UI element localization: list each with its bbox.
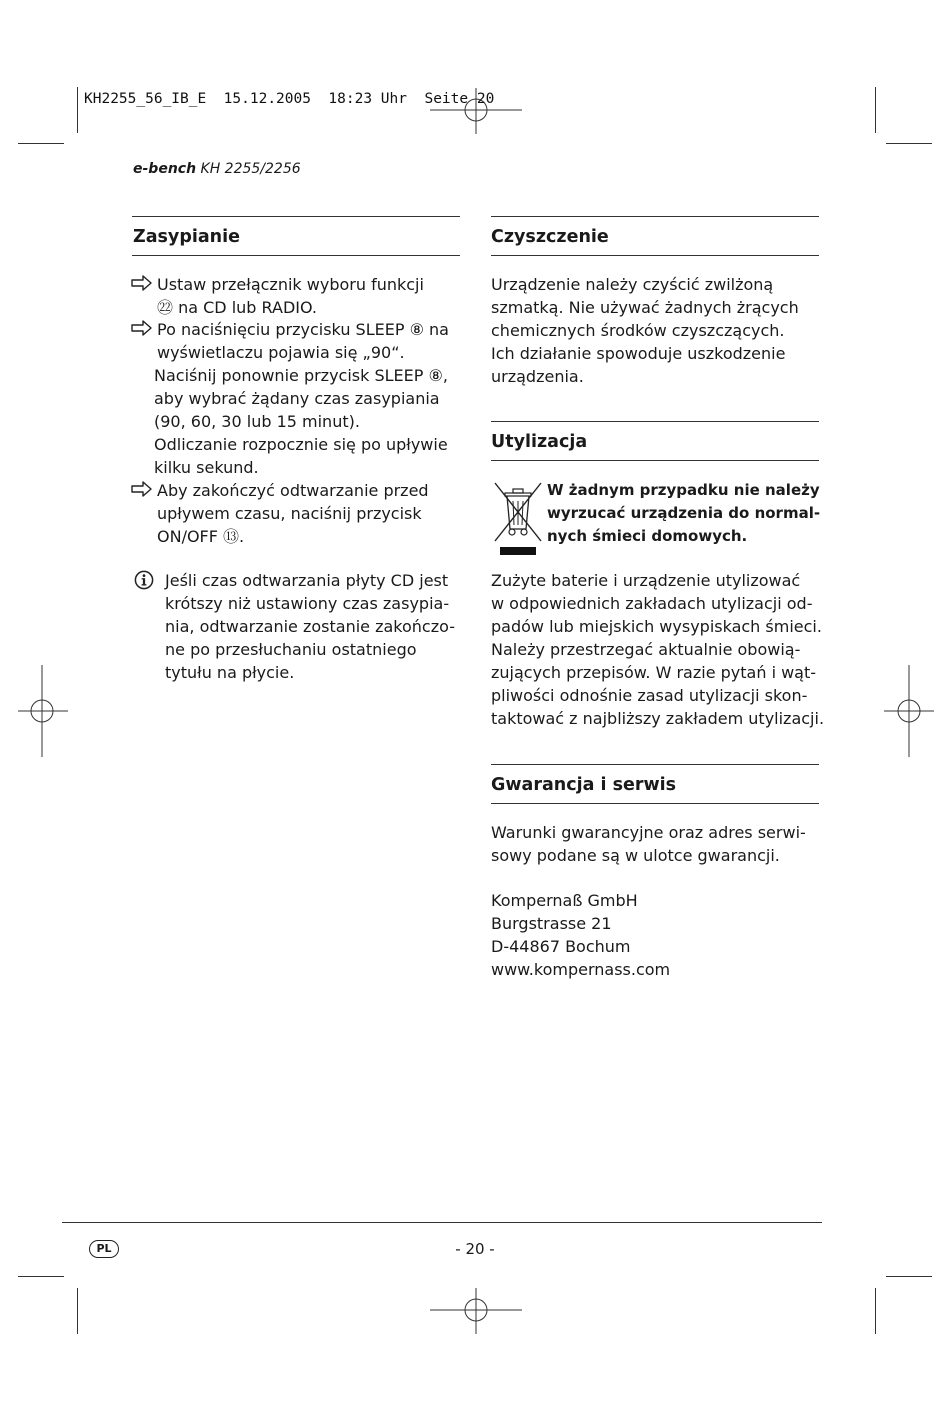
- crop-mark: [77, 87, 78, 133]
- section-rule: [491, 764, 819, 765]
- website-link[interactable]: www.kompernass.com: [491, 960, 671, 979]
- sleep-step-2-continued: Naciśnij ponownie przycisk SLEEP ⑧, aby wybrać żądany czas zasypiania (90, 60, 30 lub 15 minut). Odliczanie rozpocznie się po upływie kilku sekund.: [154, 366, 448, 477]
- registration-mark-bottom: [430, 1288, 522, 1334]
- cleaning-text: Urządzenie należy czyścić zwilżoną szmatką. Nie używać żadnych żrących chemicznych środków czyszczących. Ich działanie spowoduje uszkodzenie urządzenia.: [491, 275, 799, 386]
- page-number: - 20 -: [455, 1240, 495, 1258]
- info-icon: [134, 570, 154, 590]
- crossed-out-wheelie-bin-icon: [493, 481, 543, 557]
- heading-sleep: Zasypianie: [133, 227, 240, 247]
- crop-mark: [875, 87, 876, 133]
- section-rule: [132, 216, 460, 217]
- section-rule: [491, 216, 819, 217]
- disposal-text: Zużyte baterie i urządzenie utylizować w odpowiednich zakładach utylizacji od- padów lub miejskich wysypiskach śmieci. Należy przestrzegać aktualnie obowią- zujących przepisów. W razie pytań i wąt- pliwości odnośnie zasad utylizacji skon- taktować z najbliższy zakładem utylizacji.: [491, 571, 825, 728]
- section-rule: [132, 255, 460, 256]
- language-badge: PL: [89, 1240, 119, 1258]
- sleep-note: Jeśli czas odtwarzania płyty CD jest krótszy niż ustawiony czas zasypia- nia, odtwarzanie zostanie zakończo- ne po przesłuchaniu ostatniego tytułu na płycie.: [165, 571, 455, 682]
- crop-mark: [886, 1276, 932, 1277]
- section-rule: [491, 803, 819, 804]
- section-rule: [491, 421, 819, 422]
- sleep-step-3: Aby zakończyć odtwarzanie przed upływem czasu, naciśnij przycisk ON/OFF ⑬.: [157, 481, 429, 546]
- footer-rule: [62, 1222, 822, 1223]
- disposal-warning: W żadnym przypadku nie należy wyrzucać urządzenia do normal- nych śmieci domowych.: [547, 481, 821, 545]
- warranty-text: Warunki gwarancyjne oraz adres serwi- sowy podane są w ulotce gwarancji.: [491, 823, 806, 865]
- crop-mark: [77, 1288, 78, 1334]
- crop-mark: [875, 1288, 876, 1334]
- crop-mark: [18, 1276, 64, 1277]
- crop-mark: [886, 143, 932, 144]
- registration-mark-right: [884, 665, 934, 757]
- heading-warranty: Gwarancja i serwis: [491, 775, 677, 795]
- model-number: KH 2255/2256: [196, 161, 301, 177]
- sleep-step-1: Ustaw przełącznik wyboru funkcji ㉒ na CD lub RADIO.: [157, 275, 424, 317]
- running-head: [133, 161, 301, 177]
- section-rule: [491, 460, 819, 461]
- heading-cleaning: Czyszczenie: [491, 227, 609, 247]
- heading-disposal: Utylizacja: [491, 432, 588, 452]
- registration-mark-left: [18, 665, 68, 757]
- print-slug: KH2255_56_IB_E 15.12.2005 18:23 Uhr Seite 20: [84, 91, 495, 107]
- crop-mark: [18, 143, 64, 144]
- arrow-bullet-icon: [131, 275, 153, 291]
- arrow-bullet-icon: [131, 320, 153, 336]
- section-rule: [491, 255, 819, 256]
- brand-name: e-bench: [133, 161, 197, 177]
- sleep-step-2: Po naciśnięciu przycisku SLEEP ⑧ na wyświetlaczu pojawia się „90“.: [157, 320, 449, 362]
- arrow-bullet-icon: [131, 481, 153, 497]
- manufacturer-address: Kompernaß GmbH Burgstrasse 21 D-44867 Bochum www.kompernass.com: [491, 891, 671, 979]
